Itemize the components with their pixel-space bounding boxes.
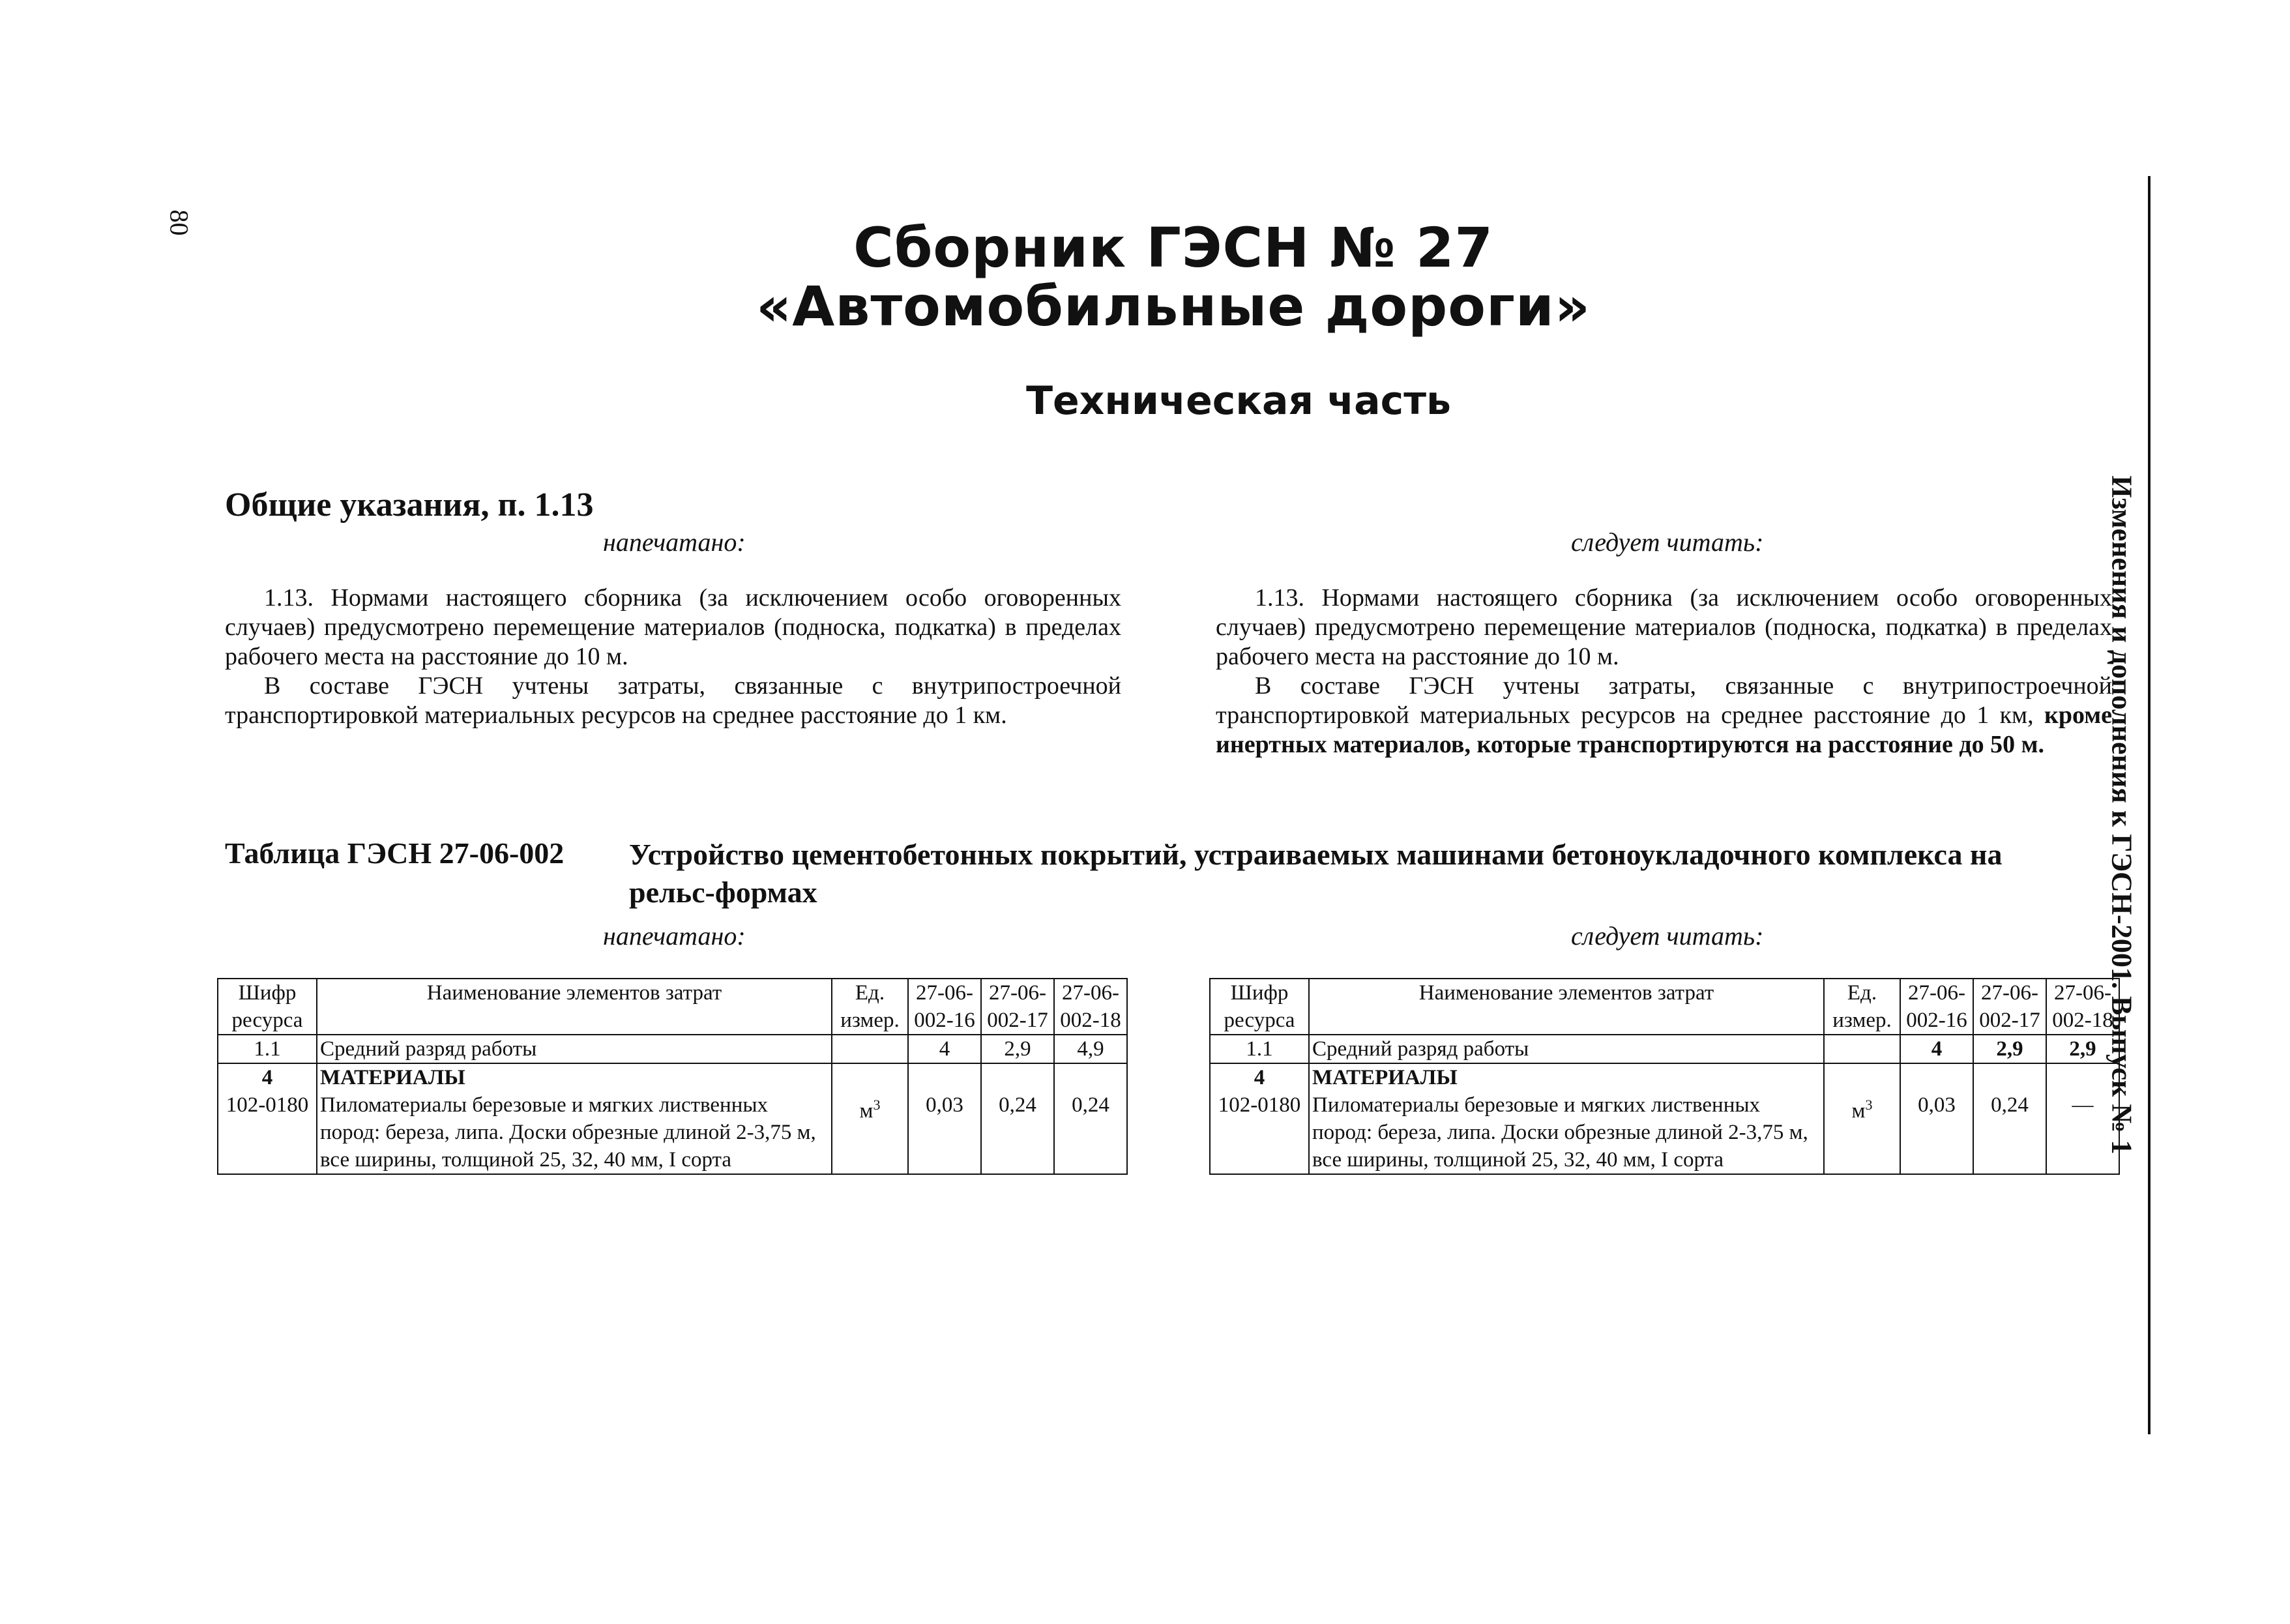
value-text: 0,24 [999,1093,1036,1117]
unit-superscript: 3 [873,1097,881,1113]
cell-name: Средний разряд работы [1309,1035,1824,1063]
cell-value [1973,1063,2046,1174]
table-title: Устройство цементобетонных покрытий, устраиваемых машинами бетоноукладочного комплекса на рельс-формах [629,838,2003,909]
corrected-paragraph-2 [1216,672,2112,760]
value-text: 0,24 [1072,1093,1109,1117]
header-code: Шифр ресурса [1210,979,1309,1035]
unit-superscript: 3 [1865,1097,1873,1113]
value-text: — [2072,1093,2094,1117]
value-text: 0,24 [1991,1093,2029,1117]
cell-value: 2,9 [2046,1035,2119,1063]
printed-paragraph-2: В составе ГЭСН учтены затраты, связанные с внутрипостроечной транспортировкой материальных ресурсов на среднее расстояние до 1 км. [225,672,1121,729]
lumber-code: 102-0180 [226,1093,309,1117]
cell-name: Средний разряд работы [317,1035,832,1063]
cell-name [317,1063,832,1174]
lumber-code: 102-0180 [1218,1093,1301,1117]
materials-code: 4 [1254,1066,1265,1089]
table-header-row [1210,979,2119,1035]
unit-text: м [859,1099,873,1123]
materials-heading: МАТЕРИАЛЫ [320,1066,465,1089]
cell-name [1309,1063,1824,1174]
corrected-paragraph-2-start: В составе ГЭСН учтены затраты, связанные с внутрипостроечной транспортировкой материальных ресурсов на среднее расстояние до 1 км, [1216,672,2112,729]
cell-unit [1824,1063,1900,1174]
header-unit: Ед. измер. [832,979,908,1035]
header-col-3: 27-06-002-18 [1054,979,1127,1035]
section-heading: Общие указания, п. 1.13 [225,486,594,524]
cell-value: 4,9 [1054,1035,1127,1063]
header-unit: Ед. измер. [1824,979,1900,1035]
lumber-name: Пиломатериалы березовые и мягких лиственных пород: береза, липа. Доски обрезные длиной 2-3,75 м, все ширины, толщиной 25, 32, 40 мм, I сорта [320,1093,816,1172]
should-read-label: следует читать: [1571,527,1764,557]
cell-value [908,1063,981,1174]
collection-title: Сборник ГЭСН № 27 [853,216,1493,280]
table-row-materials [1210,1063,2119,1174]
cell-code: 1.1 [1210,1035,1309,1063]
cell-value: 4 [1900,1035,1973,1063]
cell-code [218,1063,317,1174]
cell-value: 4 [908,1035,981,1063]
cell-value [2046,1063,2119,1174]
side-rule [2148,176,2151,1434]
cell-value: 2,9 [981,1035,1054,1063]
value-text: 0,03 [926,1093,963,1117]
header-name: Наименование элементов затрат [317,979,832,1035]
header-col-3: 27-06-002-18 [2046,979,2119,1035]
materials-code: 4 [261,1066,273,1089]
table-row-grade [1210,1035,2119,1063]
header-col-2: 27-06-002-17 [1973,979,2046,1035]
table-row-materials [218,1063,1127,1174]
cell-unit [832,1035,908,1063]
technical-part-heading: Техническая часть [1026,378,1451,424]
corrected-text [1216,583,2112,760]
cell-value [1900,1063,1973,1174]
table-id: Таблица ГЭСН 27-06-002 [225,836,565,870]
cell-code: 1.1 [218,1035,317,1063]
printed-paragraph-1: 1.13. Нормами настоящего сборника (за исключением особо оговоренных случаев) предусмотрено перемещение материалов (подноска, подкатка) в пределах рабочего места на расстояние до 10 м. [225,584,1121,670]
printed-table [217,978,1128,1175]
table-row-grade [218,1035,1127,1063]
header-col-1: 27-06-002-16 [908,979,981,1035]
header-name: Наименование элементов затрат [1309,979,1824,1035]
cell-value [1054,1063,1127,1174]
page-number: 80 [164,209,194,236]
table-header-row [218,979,1127,1035]
lumber-name: Пиломатериалы березовые и мягких лиственных пород: береза, липа. Доски обрезные длиной 2-3,75 м, все ширины, толщиной 25, 32, 40 мм, I сорта [1312,1093,1808,1172]
side-title: Изменения и дополнения к ГЭСН-2001. Выпуск № 1 [2106,475,2138,1155]
header-code: Шифр ресурса [218,979,317,1035]
printed-text [225,583,1121,730]
cell-code [1210,1063,1309,1174]
corrected-paragraph-1: 1.13. Нормами настоящего сборника (за исключением особо оговоренных случаев) предусмотрено перемещение материалов (подноска, подкатка) в пределах рабочего места на расстояние до 10 м. [1216,584,2112,670]
cell-unit [1824,1035,1900,1063]
printed-label: напечатано: [603,527,746,557]
cell-value: 2,9 [1973,1035,2046,1063]
header-col-2: 27-06-002-17 [981,979,1054,1035]
cell-value [981,1063,1054,1174]
corrected-paragraph-2-bold: кроме инертных материалов, которые транспортируются на расстояние до 50 м. [1216,701,2112,758]
materials-heading: МАТЕРИАЛЫ [1312,1066,1458,1089]
unit-text: м [1851,1099,1866,1123]
corrected-table [1209,978,2120,1175]
cell-unit [832,1063,908,1174]
collection-subtitle: «Автомобильные дороги» [756,274,1591,338]
table-should-read-label: следует читать: [1571,921,1764,951]
value-text: 0,03 [1918,1093,1956,1117]
header-col-1: 27-06-002-16 [1900,979,1973,1035]
table-printed-label: напечатано: [603,921,746,951]
